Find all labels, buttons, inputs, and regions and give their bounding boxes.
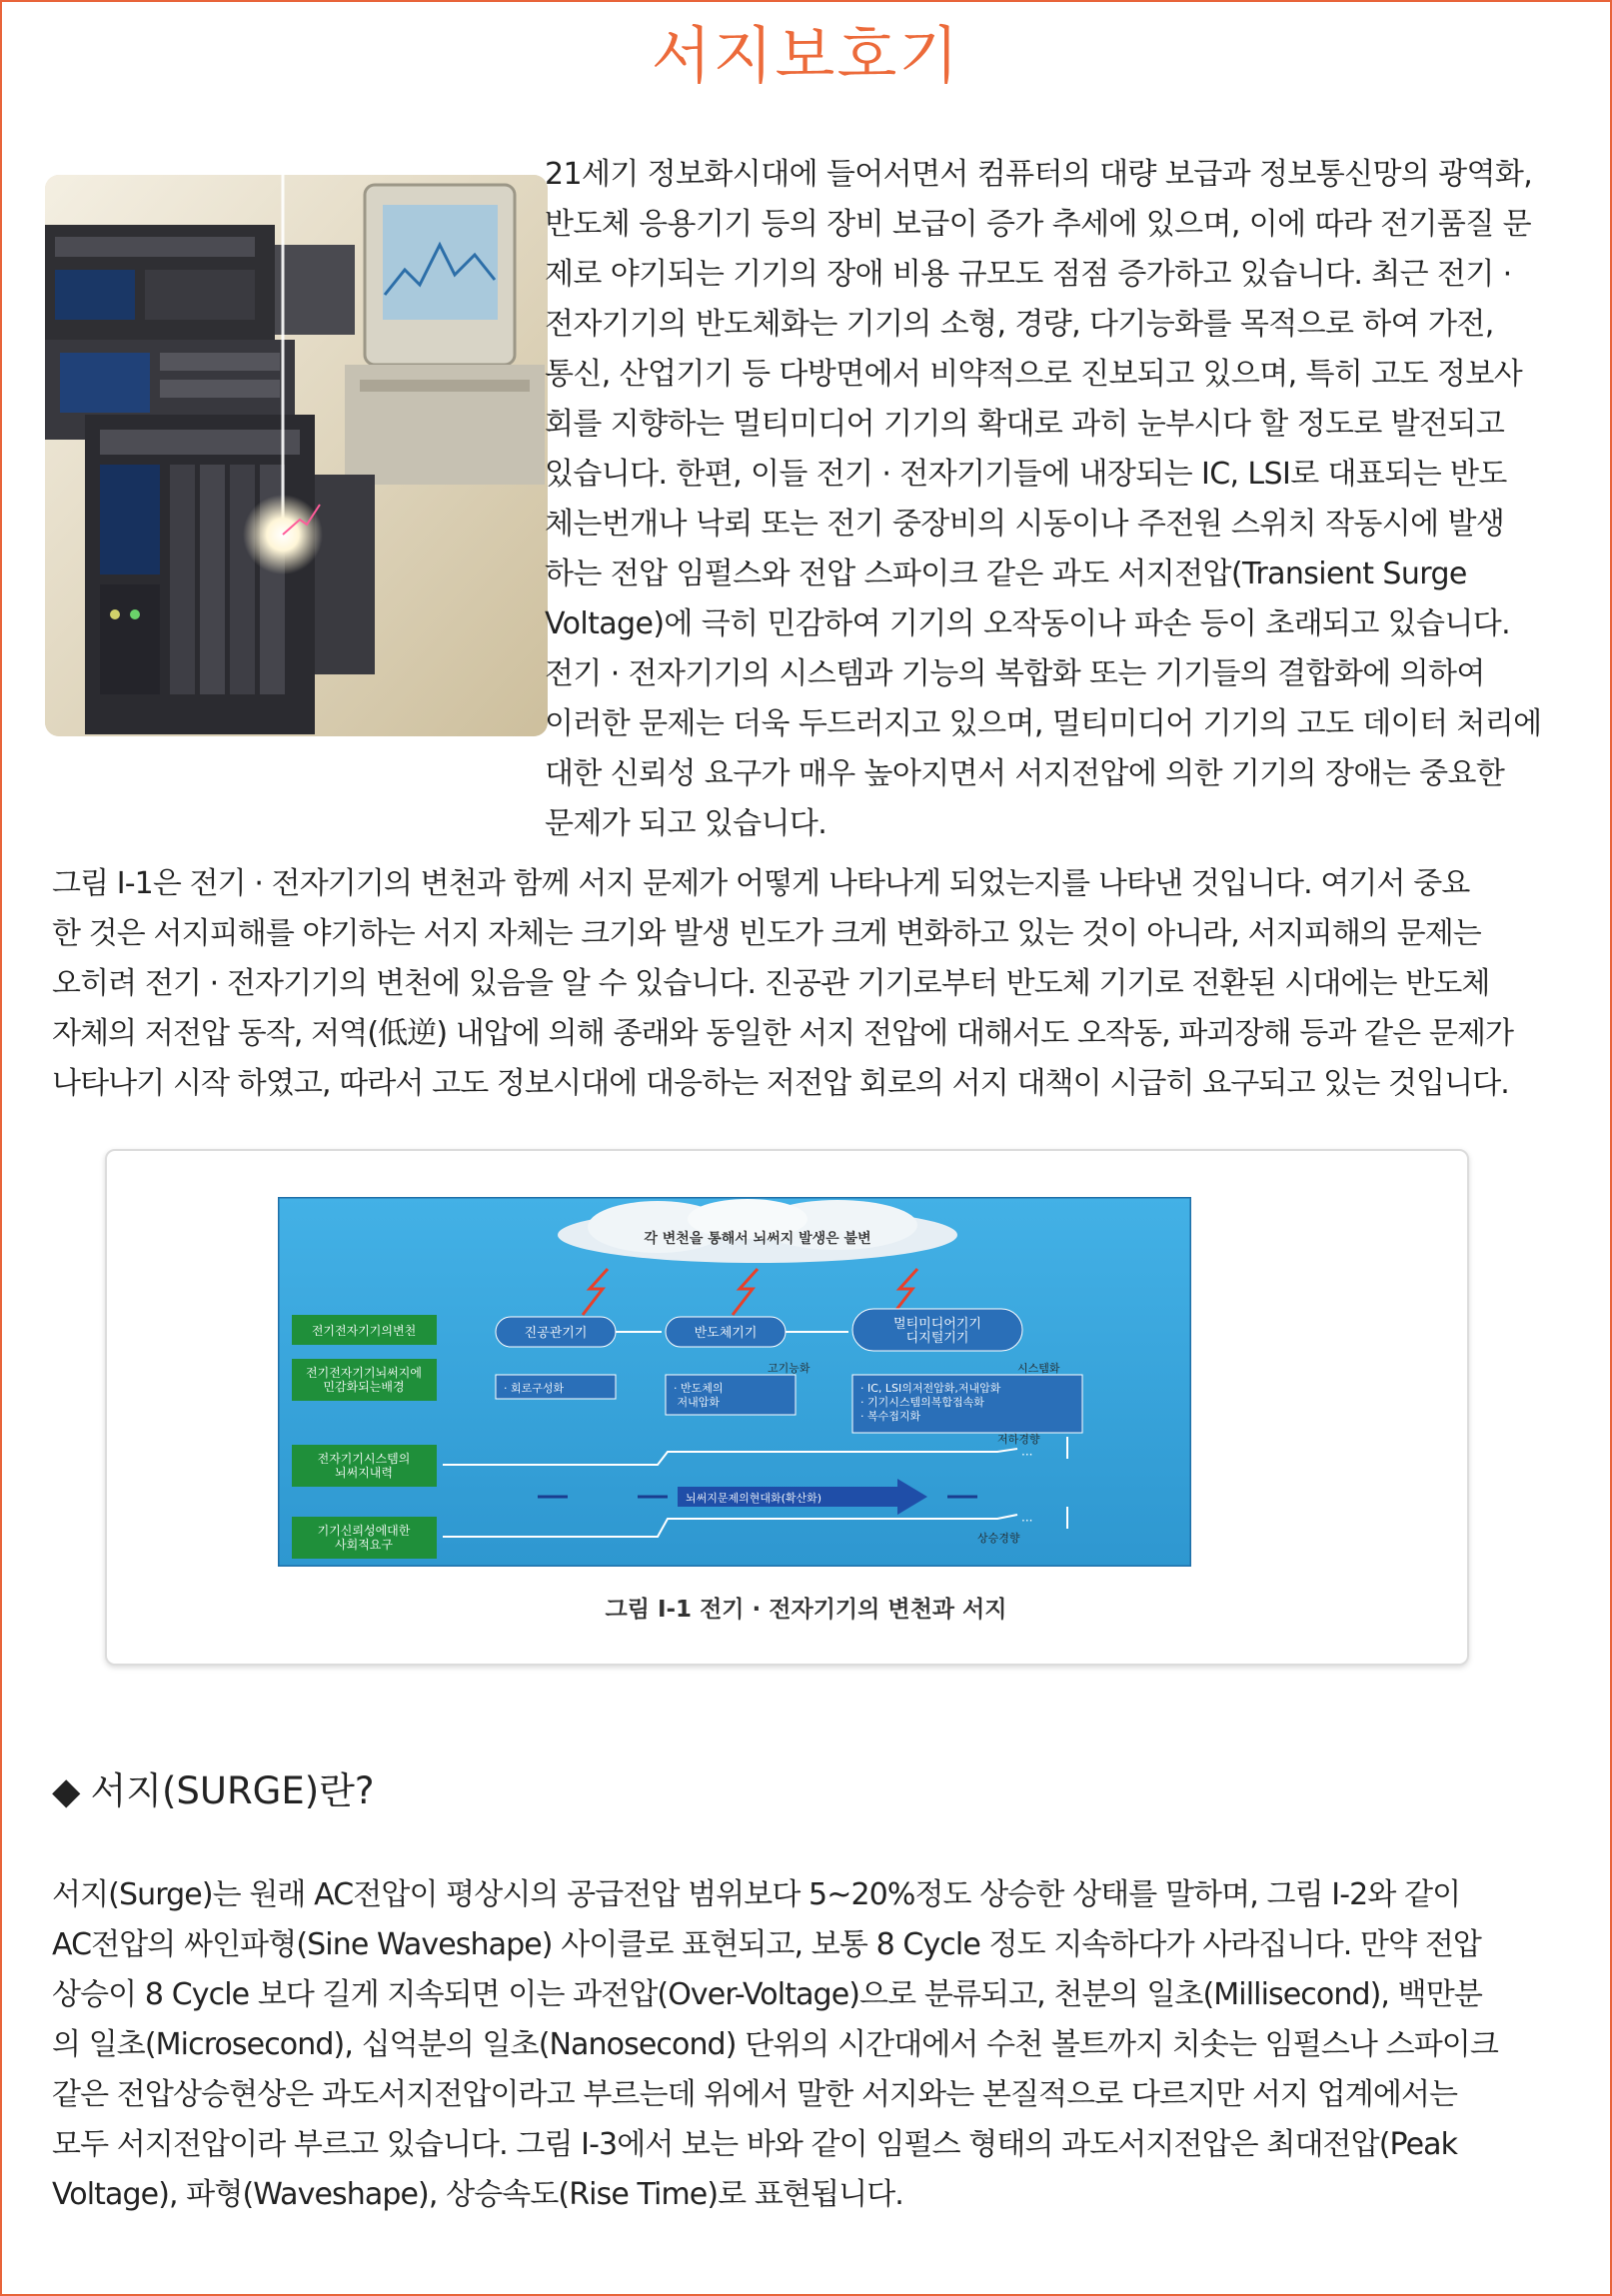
intro-line: 있습니다. 한편, 이들 전기 · 전자기기들에 내장되는 IC, LSI로 대표되는 반도 [545,457,1507,492]
stage-semiconductor: 반도체기기 [694,1326,758,1341]
equipment-illustration [45,175,548,736]
page-title: 서지보호기 [651,19,961,92]
stage-note: · IC, LSI의저전압화,저내압화 · 기기시스템의복합접속화 · 복수접지화 [860,1382,1001,1423]
paragraph-line: 그림 Ⅰ-1은 전기 · 전자기기의 변천과 함께 서지 문제가 어떻게 나타나게 되었는지를 나타낸 것입니다. 여기서 중요 [52,866,1470,901]
paragraph-line: 나타나기 시작 하였고, 따라서 고도 정보시대에 대응하는 저전압 회로의 서지 대책이 시급히 요구되고 있는 것입니다. [52,1066,1509,1101]
intro-line: 21세기 정보화시대에 들어서면서 컴퓨터의 대량 보급과 정보통신망의 광역화, [545,157,1533,192]
paragraph-line: 같은 전압상승현상은 과도서지전압이라고 부르는데 위에서 말한 서지와는 본질적으로 다르지만 서지 업계에서는 [52,2077,1458,2112]
intro-line: 하는 전압 임펄스와 전압 스파이크 같은 과도 서지전압(Transient Surge [545,557,1467,591]
modernization-label: 뇌써지문제의현대화(확산화) [686,1492,822,1505]
intro-line: Voltage)에 극히 민감하여 기기의 오작동이나 파손 등이 초래되고 있습니다. [545,606,1511,641]
intro-line: 전자기기의 반도체화는 기기의 소형, 경량, 다기능화를 목적으로 하여 가전, [545,307,1494,342]
intro-line: 통신, 산업기기 등 다방면에서 비약적으로 진보되고 있으며, 특히 고도 정보사 [545,357,1523,392]
intro-paragraph [545,150,1594,849]
stage-note: · 회로구성화 [504,1382,565,1395]
diamond-bullet-icon: ◆ [52,1769,81,1812]
section-title: 서지(SURGE)란? [90,1769,375,1812]
paragraph-line: 서지(Surge)는 원래 AC전압이 평상시의 공급전압 범위보다 5~20%정도 상승한 상태를 말하며, 그림 Ⅰ-2와 같이 [52,1877,1461,1912]
section-heading [52,1760,375,1814]
intro-line: 전기 · 전자기기의 시스템과 기능의 복합화 또는 기기들의 결합화에 의하여 [545,656,1485,691]
paragraph-figure-intro [52,859,1611,1109]
trend-label-lower: 저하경향 [997,1433,1040,1446]
paragraph-line: 오히려 전기 · 전자기기의 변천에 있음을 알 수 있습니다. 진공관 기기로부터 반도체 기기로 전환된 시대에는 반도체 [52,966,1490,1001]
paragraph-line: Voltage), 파형(Waveshape), 상승속도(Rise Time)로 표현됩니다. [52,2177,903,2212]
surge-evolution-diagram [278,1197,1191,1567]
intro-line: 회를 지향하는 멀티미디어 기기의 확대로 과히 눈부시다 할 정도로 발전되고 [545,407,1505,442]
left-label-durability: 전자기기시스템의 뇌써지내력 [317,1452,411,1480]
paragraph-line: 의 일초(Microsecond), 십억분의 일초(Nanosecond) 단위의 시간대에서 수천 볼트까지 치솟는 임펄스나 스파이크 [52,2027,1498,2062]
trend-ellipsis: ··· [1021,1448,1033,1462]
paragraph-line: 한 것은 서지피해를 야기하는 서지 자체는 크기와 발생 빈도가 크게 변화하고 있는 것이 아니라, 서지피해의 문제는 [52,916,1481,951]
paragraph-line: AC전압의 싸인파형(Sine Waveshape) 사이클로 표현되고, 보통 8 Cycle 정도 지속하다가 사라집니다. 만약 전압 [52,1927,1481,1962]
figure-caption: 그림 Ⅰ-1 전기 · 전자기기의 변천과 서지 [605,1597,1007,1623]
intro-line: 문제가 되고 있습니다. [545,806,827,841]
stage-tag-function: 고기능화 [768,1362,810,1375]
stage-vacuum-tube: 진공관기기 [524,1326,588,1341]
intro-line: 체는번개나 낙뢰 또는 전기 중장비의 시동이나 주전원 스위치 작동시에 발생 [545,507,1505,542]
left-label-evolution: 전기전자기기의변천 [311,1324,417,1338]
intro-line: 반도체 응용기기 등의 장비 보급이 증가 추세에 있으며, 이에 따라 전기품질 문 [545,207,1532,242]
paragraph-line: 상승이 8 Cycle 보다 길게 지속되면 이는 과전압(Over-Voltage)으로 분류되고, 천분의 일초(Millisecond), 백만분 [52,1977,1482,2012]
stage-multimedia: 멀티미디어기기 디지털기기 [893,1317,981,1346]
trend-label-upper: 상승경향 [977,1532,1020,1545]
equipment-photo [45,175,548,736]
intro-line: 이러한 문제는 더욱 두드러지고 있으며, 멀티미디어 기기의 고도 데이터 처리에 [545,706,1542,741]
intro-line: 제로 야기되는 기기의 장애 비용 규모도 점점 증가하고 있습니다. 최근 전기 · [545,257,1512,292]
trend-ellipsis: ··· [1021,1514,1033,1528]
paragraph-line: 자체의 저전압 동작, 저역(低逆) 내압에 의해 종래와 동일한 서지 전압에 대해서도 오작동, 파괴장해 등과 같은 문제가 [52,1016,1514,1051]
intro-line: 대한 신뢰성 요구가 매우 높아지면서 서지전압에 의한 기기의 장애는 중요한 [545,756,1505,791]
stage-note: · 반도체의 저내압화 [674,1382,724,1409]
left-label-reliability: 기기신뢰성에대한 사회적요구 [317,1524,411,1552]
left-label-sensitivity: 전기전자기기뇌써지에 민감화되는배경 [306,1366,422,1394]
paragraph-line: 모두 서지전압이라 부르고 있습니다. 그림 Ⅰ-3에서 보는 바와 같이 임펄스 형태의 과도서지전압은 최대전압(Peak [52,2127,1458,2162]
stage-tag-system: 시스템화 [1017,1362,1060,1375]
cloud-label: 각 변천을 통해서 뇌써지 발생은 불변 [644,1231,871,1247]
paragraph-surge-definition [52,1870,1611,2220]
